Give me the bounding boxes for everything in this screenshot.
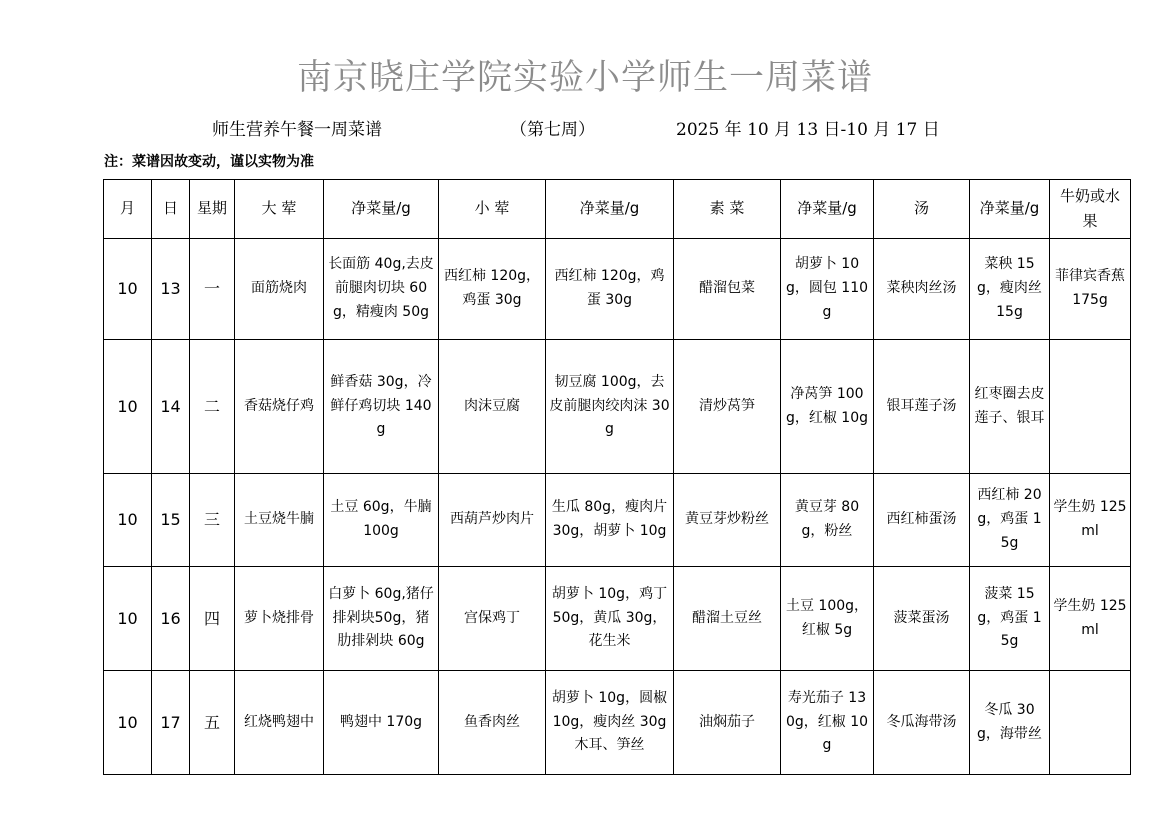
subtitle-week: （第七周） [510,120,595,140]
subtitle-dates: 2025 年 10 月 13 日-10 月 17 日 [676,120,940,140]
cell-soup: 西红柿蛋汤 [874,474,970,567]
cell-vegetable: 黄豆芽炒粉丝 [674,474,781,567]
cell-side-meat-qty: 胡萝卜 10g，圆椒 10g，瘦肉丝 30g 木耳、笋丝 [546,671,674,775]
header-day: 日 [152,180,190,239]
subtitle-name: 师生营养午餐一周菜谱 [212,120,382,140]
cell-side-meat: 西红柿 120g，鸡蛋 30g [439,239,546,340]
cell-month: 10 [104,239,152,340]
cell-milk-or-fruit: 学生奶 125ml [1050,567,1131,671]
cell-vegetable-qty: 胡萝卜 10g，圆包 110g [781,239,874,340]
cell-soup: 菜秧肉丝汤 [874,239,970,340]
cell-vegetable-qty: 黄豆芽 80g，粉丝 [781,474,874,567]
cell-main-meat-qty: 白萝卜 60g,猪仔排剁块50g，猪肋排剁块 60g [324,567,439,671]
cell-month: 10 [104,340,152,474]
cell-month: 10 [104,567,152,671]
cell-vegetable-qty: 寿光茄子 130g，红椒 10g [781,671,874,775]
cell-side-meat-qty: 生瓜 80g，瘦肉片 30g，胡萝卜 10g [546,474,674,567]
cell-soup-qty: 菜秧 15g，瘦肉丝 15g [970,239,1050,340]
cell-soup: 冬瓜海带汤 [874,671,970,775]
cell-vegetable: 清炒莴笋 [674,340,781,474]
header-side-meat: 小 荤 [439,180,546,239]
cell-month: 10 [104,474,152,567]
cell-vegetable: 油焖茄子 [674,671,781,775]
cell-day: 13 [152,239,190,340]
cell-main-meat: 土豆烧牛腩 [235,474,324,567]
header-month: 月 [104,180,152,239]
cell-vegetable-qty: 土豆 100g，红椒 5g [781,567,874,671]
cell-vegetable: 醋溜土豆丝 [674,567,781,671]
header-weekday: 星期 [190,180,235,239]
cell-day: 16 [152,567,190,671]
cell-day: 14 [152,340,190,474]
cell-side-meat: 鱼香肉丝 [439,671,546,775]
page-title: 南京晓庄学院实验小学师生一周菜谱 [296,58,873,98]
cell-main-meat-qty: 鸭翅中 170g [324,671,439,775]
cell-weekday: 四 [190,567,235,671]
header-main-meat: 大 荤 [235,180,324,239]
cell-vegetable-qty: 净莴笋 100g，红椒 10g [781,340,874,474]
header-main-meat-qty: 净菜量/g [324,180,439,239]
cell-side-meat: 西葫芦炒肉片 [439,474,546,567]
table-row [104,671,1131,775]
cell-side-meat-qty: 西红柿 120g，鸡蛋 30g [546,239,674,340]
cell-main-meat-qty: 长面筋 40g,去皮前腿肉切块 60g，精瘦肉 50g [324,239,439,340]
cell-milk-or-fruit [1050,671,1131,775]
cell-side-meat: 宫保鸡丁 [439,567,546,671]
cell-side-meat-qty: 胡萝卜 10g，鸡丁50g，黄瓜 30g，花生米 [546,567,674,671]
cell-soup: 菠菜蛋汤 [874,567,970,671]
table-row [104,567,1131,671]
header-soup: 汤 [874,180,970,239]
cell-side-meat: 肉沫豆腐 [439,340,546,474]
header-side-meat-qty: 净菜量/g [546,180,674,239]
cell-soup-qty: 菠菜 15g，鸡蛋 15g [970,567,1050,671]
header-vegetable: 素 菜 [674,180,781,239]
cell-main-meat: 香菇烧仔鸡 [235,340,324,474]
cell-milk-or-fruit: 学生奶 125ml [1050,474,1131,567]
cell-main-meat-qty: 土豆 60g，牛腩 100g [324,474,439,567]
cell-weekday: 三 [190,474,235,567]
table-row [104,340,1131,474]
cell-main-meat: 面筋烧肉 [235,239,324,340]
cell-day: 15 [152,474,190,567]
header-vegetable-qty: 净菜量/g [781,180,874,239]
cell-month: 10 [104,671,152,775]
table-row [104,474,1131,567]
table-header-row [104,180,1131,239]
cell-weekday: 二 [190,340,235,474]
cell-soup: 银耳莲子汤 [874,340,970,474]
cell-main-meat-qty: 鲜香菇 30g，冷鲜仔鸡切块 140g [324,340,439,474]
header-soup-qty: 净菜量/g [970,180,1050,239]
cell-weekday: 五 [190,671,235,775]
cell-milk-or-fruit: 菲律宾香蕉 175g [1050,239,1131,340]
cell-side-meat-qty: 韧豆腐 100g，去皮前腿肉绞肉沫 30g [546,340,674,474]
cell-soup-qty: 西红柿 20g，鸡蛋 15g [970,474,1050,567]
menu-note: 注：菜谱因故变动，谨以实物为准 [104,154,314,170]
cell-main-meat: 红烧鸭翅中 [235,671,324,775]
cell-milk-or-fruit [1050,340,1131,474]
weekly-menu-table [103,179,1131,775]
cell-vegetable: 醋溜包菜 [674,239,781,340]
cell-day: 17 [152,671,190,775]
cell-soup-qty: 冬瓜 30g，海带丝 [970,671,1050,775]
header-milk-or-fruit: 牛奶或水果 [1050,180,1131,239]
cell-weekday: 一 [190,239,235,340]
table-row [104,239,1131,340]
cell-soup-qty: 红枣圈去皮莲子、银耳 [970,340,1050,474]
cell-main-meat: 萝卜烧排骨 [235,567,324,671]
